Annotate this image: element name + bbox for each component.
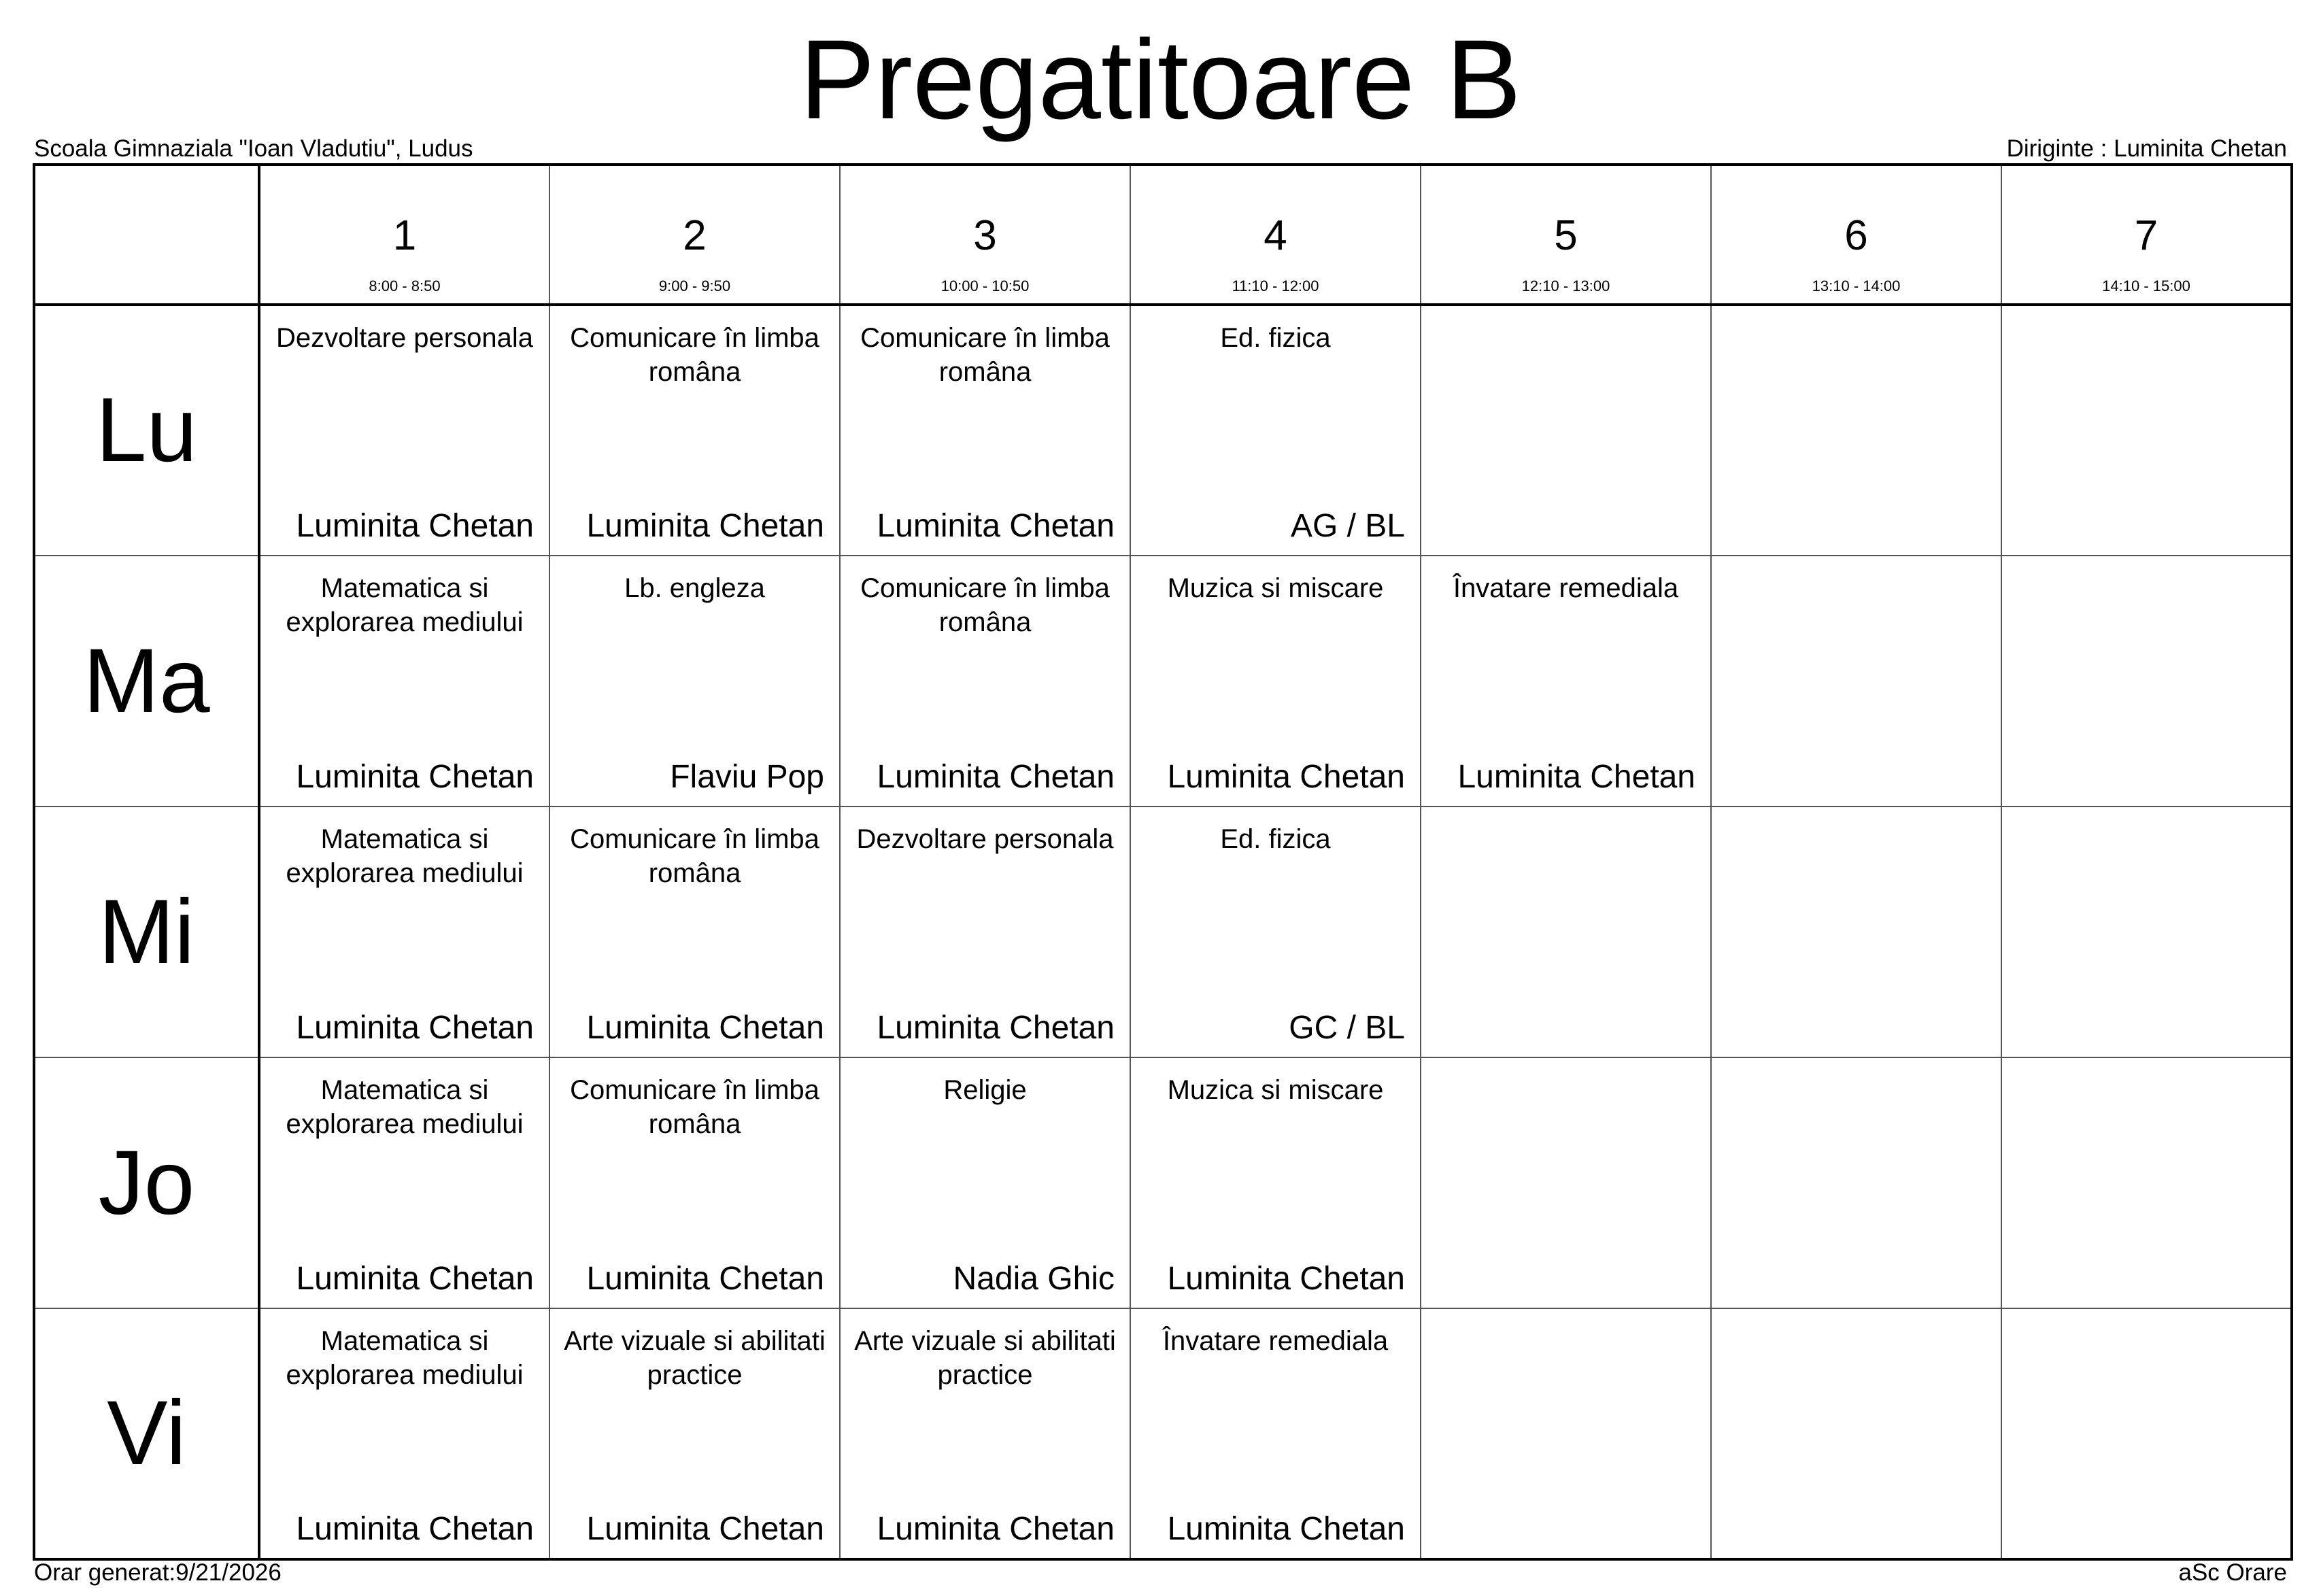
lesson-cell — [549, 305, 840, 556]
lesson-cell — [840, 556, 1130, 807]
day-label: Vi — [34, 1308, 259, 1559]
lesson-subject: Matematica si explorarea mediului — [286, 1326, 524, 1390]
lesson-subject: Dezvoltare personala — [276, 323, 533, 353]
lesson-cell — [259, 1308, 549, 1559]
lesson-teacher: Luminita Chetan — [877, 1010, 1115, 1046]
page-title: Pregatitoare B — [799, 17, 1522, 143]
day-row-vi — [34, 1308, 2292, 1559]
lesson-cell — [1421, 807, 1711, 1057]
lesson-teacher: Luminita Chetan — [296, 1511, 534, 1547]
lesson-cell — [259, 807, 549, 1057]
lesson-teacher: Luminita Chetan — [1167, 759, 1405, 795]
period-time: 9:00 - 9:50 — [658, 277, 731, 294]
lesson-teacher: Luminita Chetan — [1167, 1511, 1405, 1547]
lesson-cell — [549, 1308, 840, 1559]
lesson-cell — [1711, 1308, 2001, 1559]
lesson-cell — [549, 1057, 840, 1308]
timetable — [33, 163, 2293, 1561]
lesson-cell — [1130, 1057, 1421, 1308]
period-time: 12:10 - 13:00 — [1521, 277, 1610, 294]
lesson-subject: Dezvoltare personala — [856, 824, 1114, 854]
lesson-subject: Matematica si explorarea mediului — [286, 824, 524, 888]
lesson-subject: Muzica si miscare — [1167, 1075, 1384, 1105]
lesson-cell — [1711, 807, 2001, 1057]
lesson-teacher: Luminita Chetan — [586, 1261, 824, 1297]
lesson-cell — [549, 556, 840, 807]
period-time: 13:10 - 14:00 — [1812, 277, 1901, 294]
period-time: 14:10 - 15:00 — [2102, 277, 2190, 294]
lesson-subject: Ed. fizica — [1220, 323, 1331, 353]
lesson-teacher: Luminita Chetan — [586, 508, 824, 544]
lesson-subject: Comunicare în limba româna — [570, 323, 819, 387]
lesson-cell — [840, 1057, 1130, 1308]
lesson-cell — [1711, 1057, 2001, 1308]
brand-label: aSc Orare — [2178, 1559, 2287, 1586]
corner-cell — [34, 165, 259, 305]
lesson-subject: Matematica si explorarea mediului — [286, 573, 524, 637]
lesson-cell — [259, 305, 549, 556]
day-label: Lu — [34, 305, 259, 556]
lesson-cell — [1421, 1308, 1711, 1559]
lesson-teacher: Luminita Chetan — [586, 1010, 824, 1046]
period-header — [1130, 165, 1421, 305]
lesson-subject: Lb. engleza — [624, 573, 765, 603]
lesson-teacher: Luminita Chetan — [296, 1010, 534, 1046]
lesson-subject: Arte vizuale si abilitati practice — [564, 1326, 826, 1390]
lesson-teacher: Luminita Chetan — [877, 759, 1115, 795]
period-number: 3 — [973, 212, 997, 259]
lesson-teacher: Luminita Chetan — [877, 508, 1115, 544]
lesson-subject: Religie — [943, 1075, 1027, 1105]
lesson-subject: Comunicare în limba româna — [570, 824, 819, 888]
lesson-cell — [1130, 1308, 1421, 1559]
lesson-cell — [840, 807, 1130, 1057]
period-number: 6 — [1844, 212, 1868, 259]
lesson-cell — [2001, 556, 2292, 807]
lesson-cell — [2001, 1057, 2292, 1308]
day-label: Mi — [34, 807, 259, 1057]
lesson-cell — [1130, 556, 1421, 807]
lesson-cell — [1421, 556, 1711, 807]
lesson-subject: Muzica si miscare — [1167, 573, 1384, 603]
lesson-teacher: Luminita Chetan — [586, 1511, 824, 1547]
period-header — [259, 165, 549, 305]
day-label: Jo — [34, 1057, 259, 1308]
period-number: 4 — [1264, 212, 1287, 259]
lesson-cell — [840, 305, 1130, 556]
lesson-teacher: Luminita Chetan — [296, 1261, 534, 1297]
period-number: 7 — [2134, 212, 2158, 259]
period-number: 1 — [392, 212, 417, 259]
lesson-teacher: Luminita Chetan — [877, 1511, 1115, 1547]
lesson-teacher: Luminita Chetan — [296, 759, 534, 795]
lesson-teacher: Flaviu Pop — [670, 759, 824, 795]
lesson-subject: Ed. fizica — [1220, 824, 1331, 854]
day-row-ma — [34, 556, 2292, 807]
lesson-subject: Comunicare în limba româna — [570, 1075, 819, 1139]
period-time: 10:00 - 10:50 — [941, 277, 1030, 294]
day-row-lu — [34, 305, 2292, 556]
period-header — [549, 165, 840, 305]
lesson-subject: Arte vizuale si abilitati practice — [854, 1326, 1116, 1390]
lesson-subject: Comunicare în limba româna — [860, 323, 1110, 387]
lesson-teacher: Luminita Chetan — [1457, 759, 1695, 795]
period-header — [2001, 165, 2292, 305]
period-header — [1711, 165, 2001, 305]
period-number: 2 — [683, 212, 707, 259]
lesson-cell — [1711, 305, 2001, 556]
lesson-cell — [2001, 807, 2292, 1057]
lesson-cell — [2001, 1308, 2292, 1559]
lesson-teacher: AG / BL — [1290, 508, 1405, 544]
lesson-cell — [259, 556, 549, 807]
lesson-cell — [840, 1308, 1130, 1559]
lesson-teacher: Luminita Chetan — [296, 508, 534, 544]
period-time: 8:00 - 8:50 — [369, 277, 441, 294]
lesson-subject: Învatare remediala — [1453, 573, 1679, 603]
lesson-cell — [1421, 305, 1711, 556]
lesson-cell — [259, 1057, 549, 1308]
period-header — [1421, 165, 1711, 305]
class-teacher: Diriginte : Luminita Chetan — [2006, 135, 2287, 162]
school-name: Scoala Gimnaziala "Ioan Vladutiu", Ludus — [34, 135, 473, 162]
lesson-teacher: GC / BL — [1289, 1010, 1405, 1046]
lesson-subject: Matematica si explorarea mediului — [286, 1075, 524, 1139]
lesson-cell — [1711, 556, 2001, 807]
day-row-jo — [34, 1057, 2292, 1308]
lesson-subject: Comunicare în limba româna — [860, 573, 1110, 637]
lesson-cell — [1130, 807, 1421, 1057]
lesson-cell — [549, 807, 840, 1057]
day-row-mi — [34, 807, 2292, 1057]
lesson-cell — [1130, 305, 1421, 556]
day-label: Ma — [34, 556, 259, 807]
generated-date: Orar generat:9/21/2026 — [34, 1559, 282, 1586]
lesson-cell — [1421, 1057, 1711, 1308]
lesson-teacher: Luminita Chetan — [1167, 1261, 1405, 1297]
lesson-teacher: Nadia Ghic — [953, 1261, 1115, 1297]
period-time: 11:10 - 12:00 — [1232, 277, 1319, 294]
period-number: 5 — [1554, 212, 1578, 259]
period-header-row — [34, 165, 2292, 305]
lesson-subject: Învatare remediala — [1162, 1326, 1389, 1356]
period-header — [840, 165, 1130, 305]
lesson-cell — [2001, 305, 2292, 556]
